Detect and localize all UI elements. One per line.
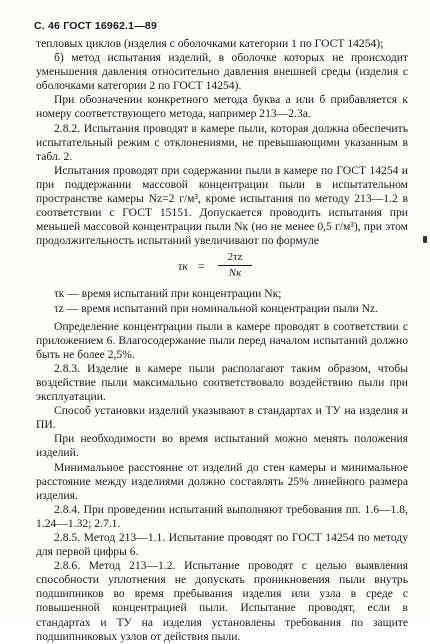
paragraph-2-8-2: 2.8.2. Испытания проводят в камере пыли, которая должна обеспечить испытательный режим с отклонениями, не превышающими указанным в табл. 2. [36,121,408,163]
paragraph-1: тепловых циклов (изделия с оболочками категории 1 по ГОСТ 14254); [36,37,384,50]
paragraph-installation: Способ установки изделий указывают в стандартах и ТУ на изделия и ПИ. [36,404,408,432]
fraction-bar [218,265,252,266]
document-body [36,37,408,644]
paragraph-dust-concentration: Испытания проводят при содержании пыли в камере по ГОСТ 14254 и при поддержании массовой концентрации пыли в испытательном пространстве камеры Nz=2 г/м³, кроме испытания по методу 213—1.2 в соответствии с ГОСТ 15151. Допускается проводить испытания при меньшей массовой концентрации пыли Nк (но не менее 0,5 г/м³), при этом продолжительность испытаний увеличивают по формуле [36,163,408,248]
formula-denominator: Nк [228,267,242,280]
paragraph-2-8-4: 2.8.4. При проведении испытаний выполняют требования пп. 1.6—1.8, 1.24—1.32; 2.7.1. [36,502,408,530]
formula-equals: = [198,259,205,274]
paragraph-position-change: При необходимости во время испытаний можно менять положения изделий. [36,432,408,460]
formula-fraction [218,251,252,280]
paragraph-2-8-5: 2.8.5. Метод 213—1.1. Испытание проводят по ГОСТ 14254 по методу для первой цифры 6. [36,531,408,559]
paragraph-2-8-6: 2.8.6. Метод 213—1.2. Испытание проводят с целью выявления способности уплотнения не допускать проникновения пыли внутрь подшипников во время пребывания изделия или узла в среде с повышенной концентрацией пыли. Испытание проводят, если в стандартах и ТУ на изделия установлены требования по защите подшипниковых узлов от действия пыли. [36,559,408,643]
definition-tau-k: τк — время испытаний при концентрации Nк; [54,287,282,301]
definition-tau-z: τz — время испытаний при номинальной концентрации пыли Nz. [54,301,379,315]
formula-numerator: 2τz [227,251,243,264]
paragraph-min-distance: Минимальное расстояние от изделий до стен камеры и минимальное расстояние между изделиями должно составлять 25% линейного размера изделия. [36,460,408,502]
paragraph-2-8-3: 2.8.3. Изделие в камере пыли располагают таким образом, чтобы воздействие пыли максимально соответствовало воздействию пыли при эксплуатации. [36,361,408,404]
paragraph-concentration-determination: Определение концентрации пыли в камере проводят в соответствии с приложением 6. Влагосодержание пыли перед началом испытаний должно быть не более 2,5%. [36,319,408,361]
page-header: С. 46 ГОСТ 16962.1—89 [34,20,157,32]
paragraph-method-b: б) метод испытания изделий, в оболочке которых не происходит уменьшения давления относительно давления внешней среды (изделия с оболочками категории 2 по ГОСТ 14254). [36,51,408,93]
duration-formula [36,250,408,284]
margin-mark [423,236,427,243]
paragraph-designation: При обозначении конкретного метода буква а или б прибавляется к номеру соответствующего метода, например 213—2.3а. [36,93,408,121]
formula-lhs: τк [178,259,188,274]
